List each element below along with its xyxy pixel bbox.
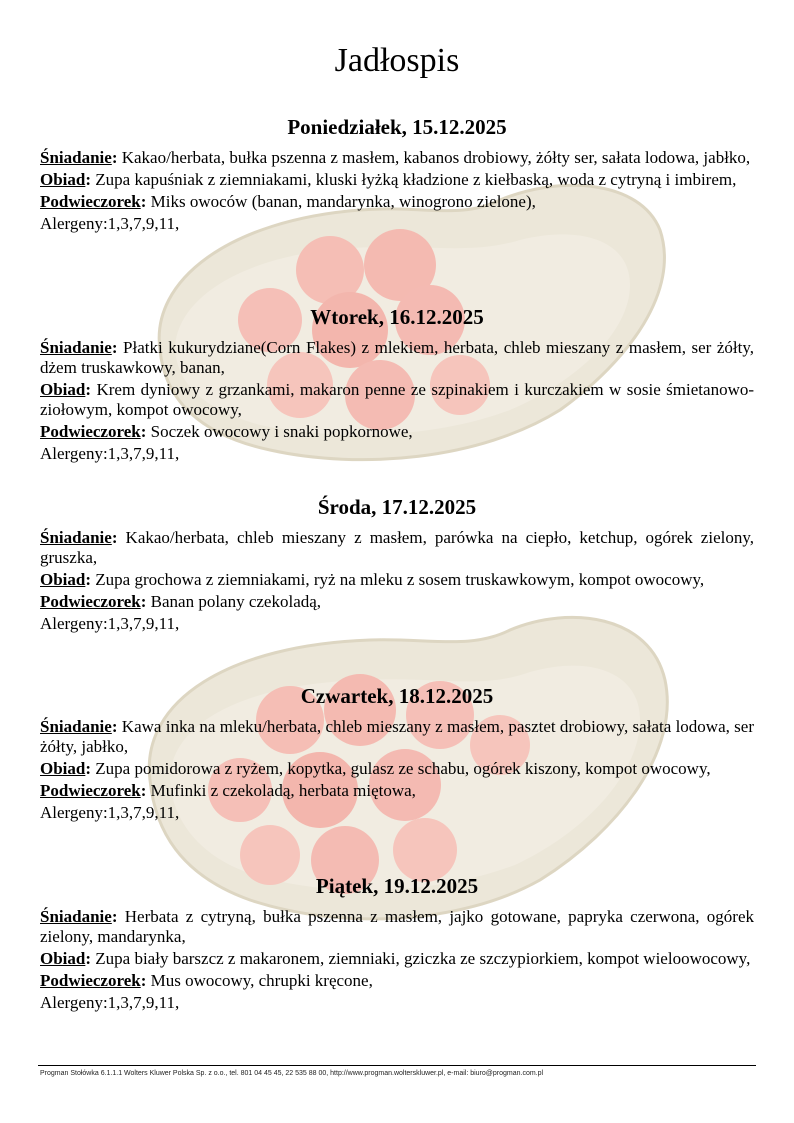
day-heading: Czwartek, 18.12.2025: [300, 684, 494, 708]
breakfast-text: Kawa inka na mleku/herbata, chleb mieszany z masłem, pasztet drobiowy, sałata lodowa, ser żółty, jabłko,: [40, 717, 754, 756]
breakfast-text: Płatki kukurydziane(Corn Flakes) z mlekiem, herbata, chleb mieszany z masłem, ser żółty, dżem truskawkowy, banan,: [40, 338, 755, 377]
breakfast-label: Śniadanie: [40, 717, 112, 736]
allergens-text: Alergeny:1,3,7,9,11,: [40, 214, 180, 233]
footer-divider: [38, 1065, 756, 1066]
lunch-text: Zupa kapuśniak z ziemniakami, kluski łyżką kładzione z kiełbaską, woda z cytryną i imbirem,: [95, 170, 737, 189]
day-heading: Piątek, 19.12.2025: [315, 874, 479, 898]
lunch-text: Zupa biały barszcz z makaronem, ziemniaki, gziczka ze szczypiorkiem, kompot wieloowocowy,: [95, 949, 751, 968]
breakfast-label: Śniadanie: [40, 338, 112, 357]
snack-text: Mufinki z czekoladą, herbata miętowa,: [150, 781, 416, 800]
breakfast-text: Herbata z cytryną, bułka pszenna z masłem, jajko gotowane, papryka czerwona, ogórek zielony, mandarynka,: [40, 907, 755, 946]
day-section-thursday: [40, 683, 754, 823]
footer-text: Progman Stołówka 6.1.1.1 Wolters Kluwer Polska Sp. z o.o., tel. 801 04 45 45, 22 535 88 00, http://www.progman.wolterskluwer.pl, e-mail: biuro@progman.com.pl: [40, 1070, 544, 1077]
breakfast-entry: Śniadanie: Kakao/herbata, bułka pszenna z masłem, kabanos drobiowy, żółty ser, sałata lodowa, jabłko,: [40, 148, 751, 167]
day-section-friday: [40, 873, 754, 1013]
lunch-label: Obiad: [40, 380, 86, 399]
snack-entry: Podwieczorek: Soczek owocowy i snaki popkornowe,: [40, 422, 413, 441]
snack-entry: Podwieczorek: Mus owocowy, chrupki kręcone,: [40, 971, 373, 990]
lunch-label: Obiad: [40, 759, 86, 778]
lunch-entry: Obiad: Zupa pomidorowa z ryżem, kopytka, gulasz ze schabu, ogórek kiszony, kompot owocowy,: [40, 759, 711, 778]
snack-label: Podwieczorek: [40, 592, 141, 611]
snack-text: Mus owocowy, chrupki kręcone,: [150, 971, 373, 990]
day-section-wednesday: [40, 494, 754, 634]
allergens-text: Alergeny:1,3,7,9,11,: [40, 614, 180, 633]
snack-label: Podwieczorek: [40, 192, 141, 211]
snack-text: Soczek owocowy i snaki popkornowe,: [150, 422, 413, 441]
breakfast-entry: Śniadanie: Herbata z cytryną, bułka pszenna z masłem, jajko gotowane, papryka czerwona, ogórek zielony, mandarynka,: [40, 907, 755, 946]
lunch-entry: Obiad: Zupa kapuśniak z ziemniakami, kluski łyżką kładzione z kiełbaską, woda z cytryną i imbirem,: [40, 170, 737, 189]
breakfast-entry: Śniadanie: Płatki kukurydziane(Corn Flakes) z mlekiem, herbata, chleb mieszany z masłem, ser żółty, dżem truskawkowy, banan,: [40, 338, 755, 377]
breakfast-label: Śniadanie: [40, 528, 112, 547]
snack-label: Podwieczorek: [40, 781, 141, 800]
snack-entry: Podwieczorek: Banan polany czekoladą,: [40, 592, 322, 611]
day-heading: Poniedziałek, 15.12.2025: [287, 115, 507, 139]
breakfast-text: Kakao/herbata, bułka pszenna z masłem, kabanos drobiowy, żółty ser, sałata lodowa, jabłko,: [121, 148, 751, 167]
allergens-text: Alergeny:1,3,7,9,11,: [40, 993, 180, 1012]
lunch-label: Obiad: [40, 949, 86, 968]
breakfast-label: Śniadanie: [40, 148, 112, 167]
lunch-entry: Obiad: Zupa biały barszcz z makaronem, ziemniaki, gziczka ze szczypiorkiem, kompot wieloowocowy,: [40, 949, 751, 968]
snack-text: Banan polany czekoladą,: [150, 592, 322, 611]
day-heading: Wtorek, 16.12.2025: [310, 305, 484, 329]
lunch-text: Zupa grochowa z ziemniakami, ryż na mleku z sosem truskawkowym, kompot owocowy,: [95, 570, 705, 589]
snack-label: Podwieczorek: [40, 971, 141, 990]
snack-text: Miks owoców (banan, mandarynka, winogrono zielone),: [150, 192, 536, 211]
breakfast-label: Śniadanie: [40, 907, 112, 926]
lunch-label: Obiad: [40, 570, 86, 589]
breakfast-text: Kakao/herbata, chleb mieszany z masłem, parówka na ciepło, ketchup, ogórek zielony, gruszka,: [40, 528, 754, 567]
day-section-monday: [40, 114, 754, 234]
day-heading: Środa, 17.12.2025: [317, 495, 477, 519]
breakfast-entry: Śniadanie: Kakao/herbata, chleb mieszany z masłem, parówka na ciepło, ketchup, ogórek zielony, gruszka,: [40, 528, 754, 567]
snack-label: Podwieczorek: [40, 422, 141, 441]
page-title: Jadłospis: [334, 42, 460, 79]
lunch-entry: Obiad: Krem dyniowy z grzankami, makaron penne ze szpinakiem i kurczakiem w sosie śmietanowo- ziołowym, kompot owocowy,: [40, 380, 755, 419]
breakfast-entry: Śniadanie: Kawa inka na mleku/herbata, chleb mieszany z masłem, pasztet drobiowy, sałata lodowa, ser żółty, jabłko,: [40, 717, 754, 756]
lunch-entry: Obiad: Zupa grochowa z ziemniakami, ryż na mleku z sosem truskawkowym, kompot owocowy,: [40, 570, 705, 589]
allergens-text: Alergeny:1,3,7,9,11,: [40, 803, 180, 822]
snack-entry: Podwieczorek: Mufinki z czekoladą, herbata miętowa,: [40, 781, 416, 800]
lunch-text: Zupa pomidorowa z ryżem, kopytka, gulasz ze schabu, ogórek kiszony, kompot owocowy,: [95, 759, 711, 778]
lunch-text: Krem dyniowy z grzankami, makaron penne ze szpinakiem i kurczakiem w sosie śmietanowo- ziołowym, kompot owocowy,: [40, 380, 755, 419]
snack-entry: Podwieczorek: Miks owoców (banan, mandarynka, winogrono zielone),: [40, 192, 536, 211]
allergens-text: Alergeny:1,3,7,9,11,: [40, 444, 180, 463]
lunch-label: Obiad: [40, 170, 86, 189]
day-section-tuesday: [40, 304, 754, 464]
